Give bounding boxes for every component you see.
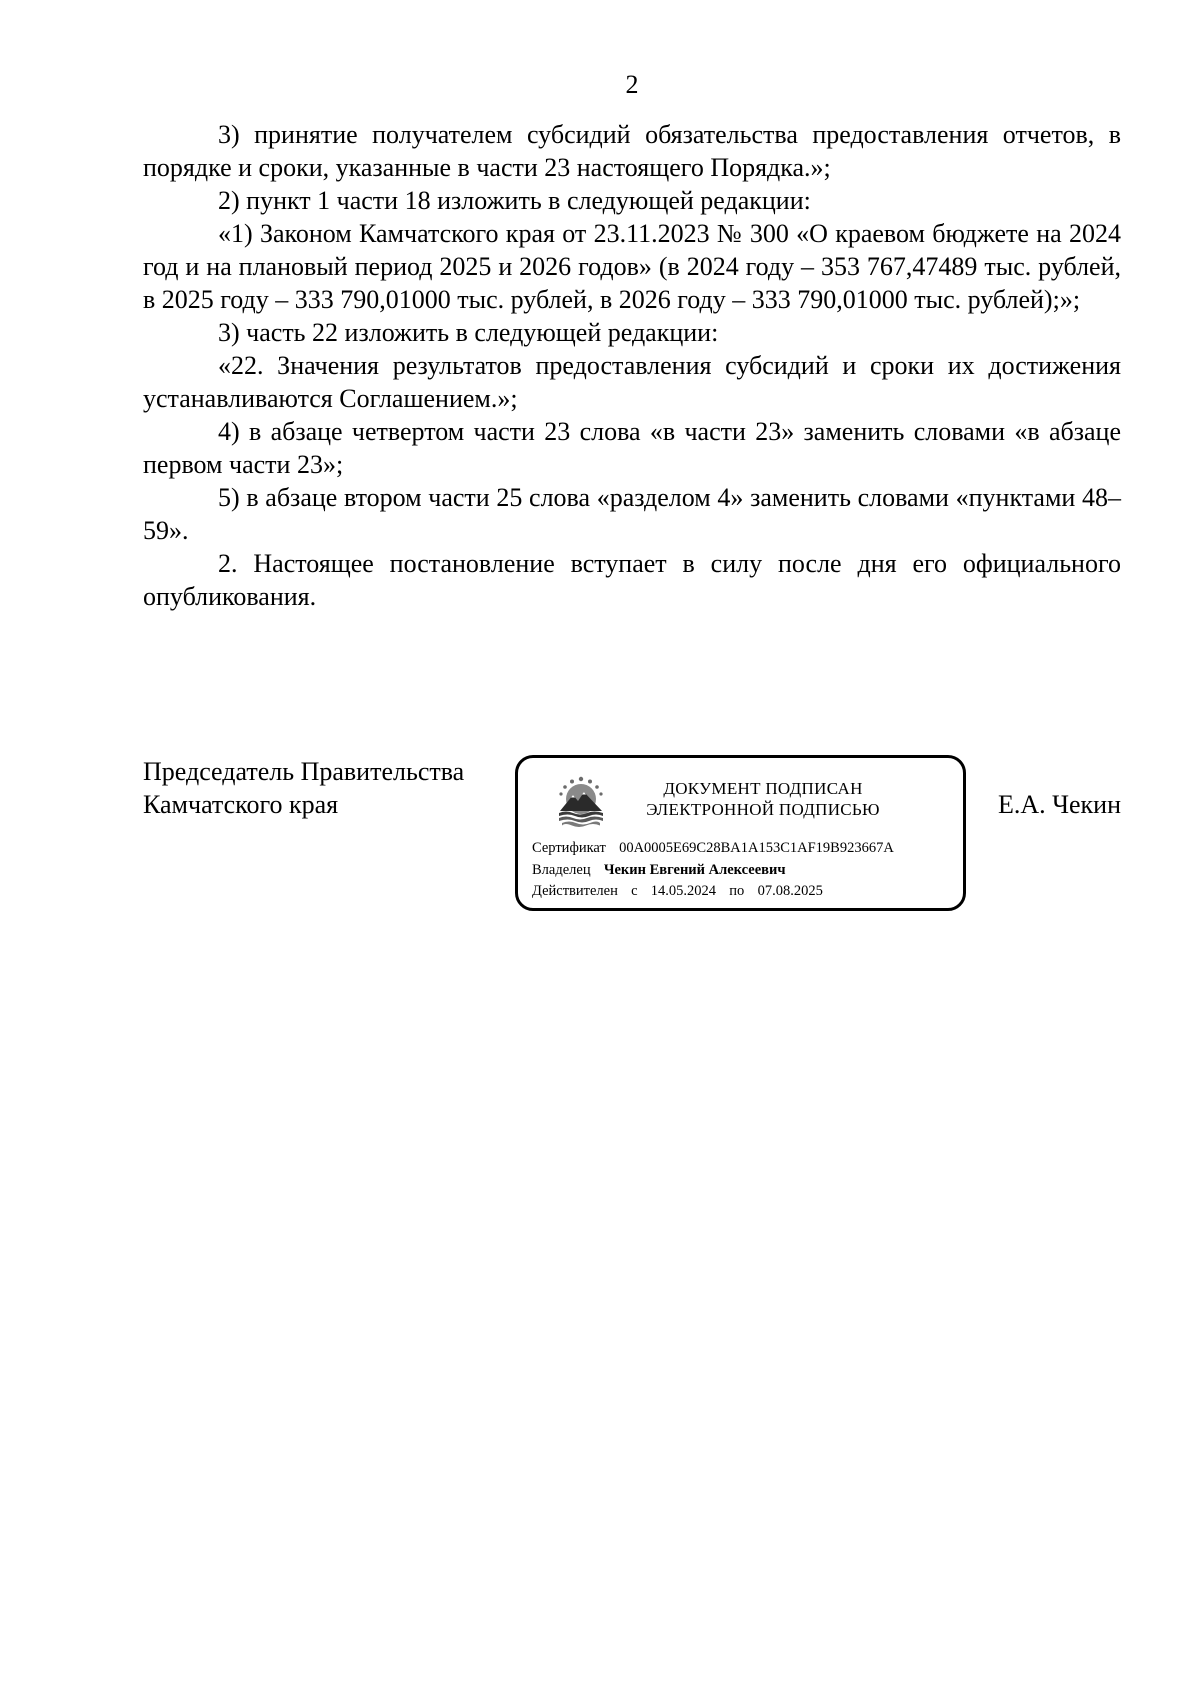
- paragraph: 2) пункт 1 части 18 изложить в следующей редакции:: [218, 186, 811, 215]
- valid-to-label: по: [729, 883, 745, 899]
- paragraph: 2. Настоящее постановление вступает в силу после дня его официального опубликования.: [143, 549, 1121, 611]
- kamchatka-coat-of-arms-icon: [556, 775, 606, 827]
- electronic-signature-stamp: [515, 755, 966, 911]
- signer-name: Е.А. Чекин: [997, 790, 1121, 819]
- paragraph: 3) часть 22 изложить в следующей редакции:: [218, 318, 719, 347]
- signer-title: [143, 755, 464, 821]
- validity-row: [532, 881, 894, 903]
- paragraph: 5) в абзаце втором части 25 слова «разделом 4» заменить словами «пунктами 48–59».: [143, 483, 1121, 545]
- signer-title-line: Председатель Правительства: [143, 757, 465, 786]
- owner-value: Чекин Евгений Алексеевич: [603, 861, 786, 878]
- document-body: [143, 118, 1121, 613]
- paragraph: «1) Законом Камчатского края от 23.11.2023 № 300 «О краевом бюджете на 2024 год и на плановый период 2025 и 2026 годов» (в 2024 году – 353 767,47489 тыс. рублей, в 2025 году – 333 790,01000 тыс. рублей, в 2026 году – 333 790,01000 тыс. рублей);»;: [143, 219, 1121, 314]
- valid-to-date: 07.08.2025: [757, 883, 823, 899]
- owner-row: [532, 860, 894, 882]
- certificate-value: 00A0005E69C28BA1A153C1AF19B923667A: [619, 840, 894, 856]
- certificate-label: Сертификат: [532, 840, 606, 856]
- stamp-header-line: ЭЛЕКТРОННОЙ ПОДПИСЬЮ: [646, 800, 880, 819]
- stamp-header-line: ДОКУМЕНТ ПОДПИСАН: [663, 779, 863, 798]
- valid-from-date: 14.05.2024: [650, 883, 717, 899]
- paragraph: 3) принятие получателем субсидий обязательства предоставления отчетов, в порядке и сроки, указанные в части 23 настоящего Порядка.»;: [143, 120, 1121, 182]
- certificate-row: [532, 838, 894, 860]
- stamp-details: [532, 838, 894, 903]
- stamp-header: [613, 778, 913, 820]
- signer-title-line: Камчатского края: [143, 790, 339, 819]
- signature-block: [143, 755, 1121, 920]
- paragraph: 4) в абзаце четвертом части 23 слова «в части 23» заменить словами «в абзаце первом части 23»;: [143, 417, 1121, 479]
- paragraph: «22. Значения результатов предоставления субсидий и сроки их достижения устанавливаются Соглашением.»;: [143, 351, 1121, 413]
- page-number: 2: [625, 70, 639, 99]
- valid-label: Действителен: [532, 883, 618, 899]
- valid-from-label: с: [631, 883, 638, 899]
- owner-label: Владелец: [532, 861, 591, 878]
